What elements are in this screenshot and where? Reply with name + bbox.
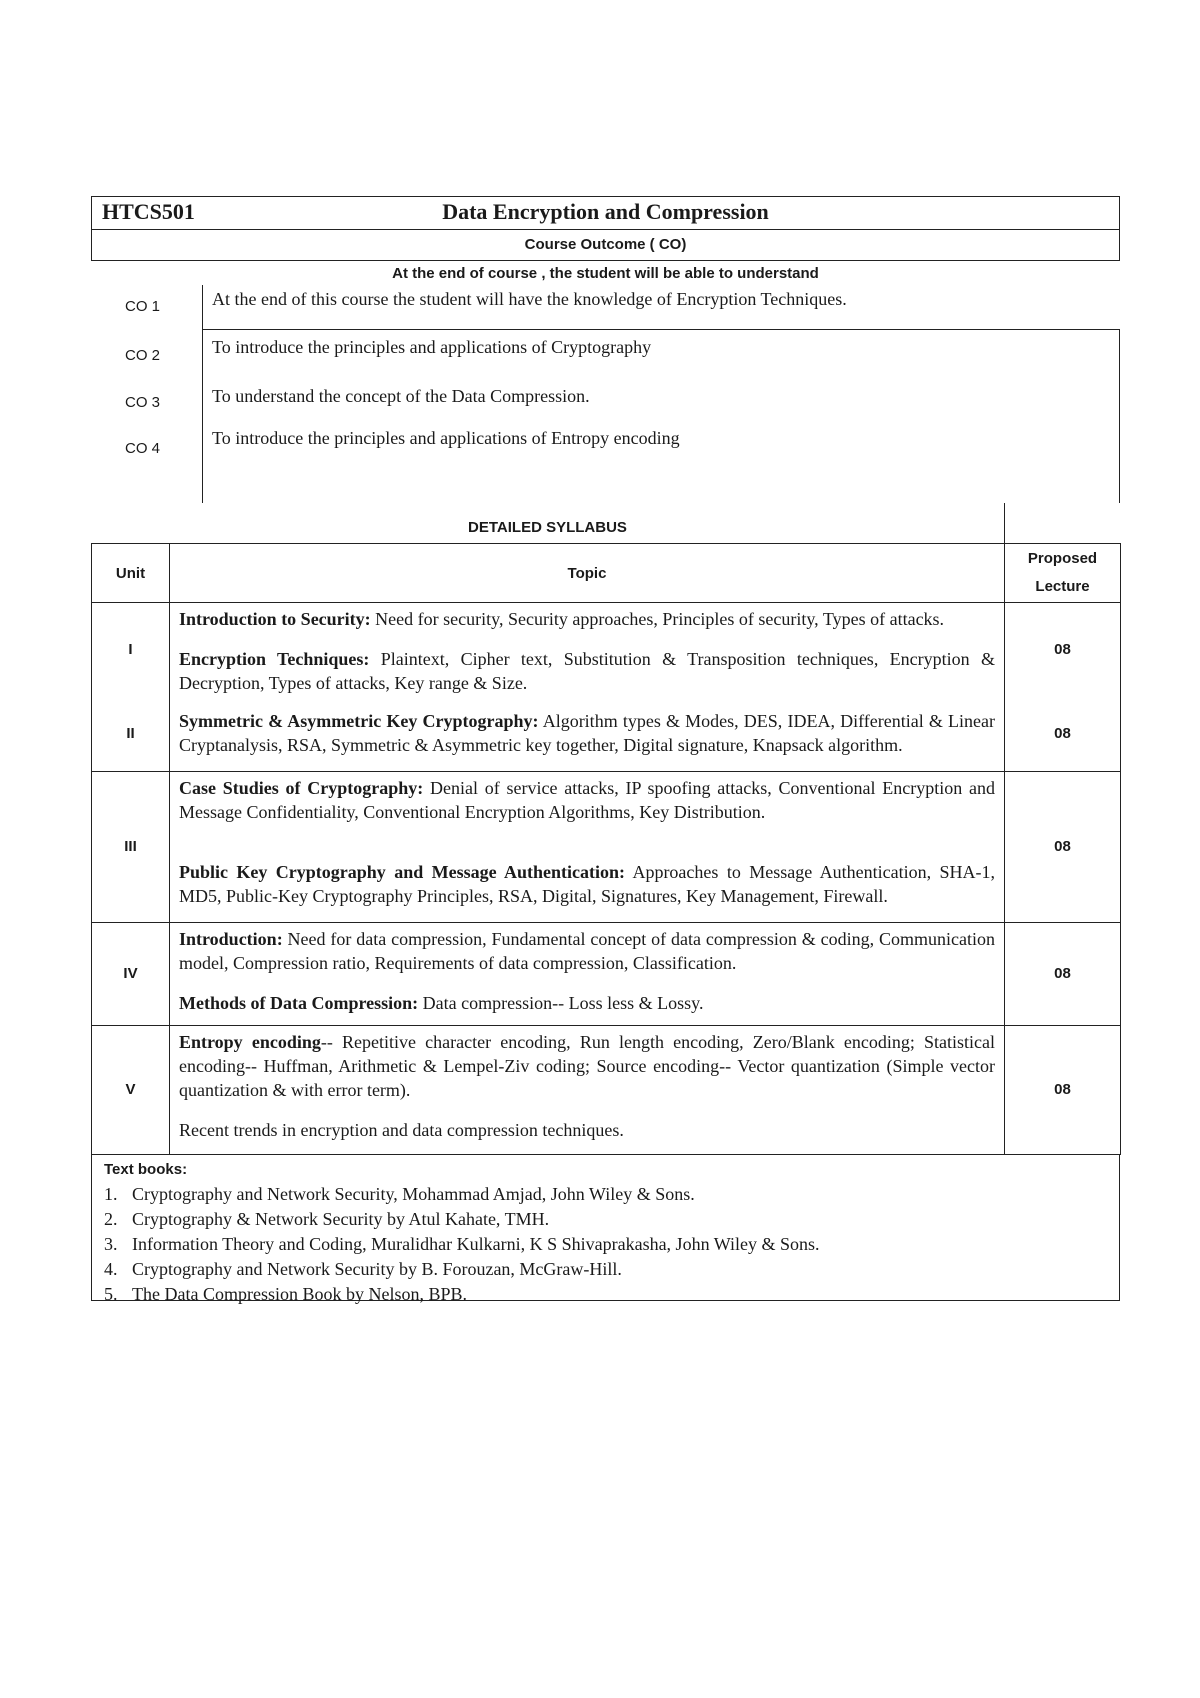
list-item-number: 4. (104, 1258, 118, 1279)
topic-heading: Case Studies of Cryptography: (179, 777, 424, 798)
syllabus-sheet (91, 196, 1120, 1304)
column-header-lecture-line: Lecture (1035, 578, 1090, 595)
unit-number: V (125, 1081, 136, 1098)
lecture-count: 08 (1054, 838, 1071, 855)
topic-heading: Introduction to Security: (179, 608, 371, 629)
topic-heading: Public Key Cryptography and Message Authentication: (179, 861, 626, 882)
course-outcome-heading: Course Outcome ( CO) (91, 229, 1120, 261)
course-outcome-text: To introduce the principles and applications of Entropy encoding (212, 428, 680, 448)
course-outcome-text: At the end of this course the student will have the knowledge of Encryption Techniques. (212, 289, 847, 309)
column-header-unit: Unit (92, 544, 170, 603)
topic-body: Data compression-- Loss less & Lossy. (418, 992, 704, 1013)
lecture-cell (1005, 771, 1121, 922)
syllabus-heading: DETAILED SYLLABUS (468, 519, 627, 536)
topic-cell (170, 697, 1005, 772)
course-code: HTCS501 (102, 199, 195, 224)
syllabus-heading-row (91, 503, 1120, 543)
list-item (92, 1182, 1119, 1207)
course-outcome-text: To introduce the principles and applications of Cryptography (212, 337, 652, 357)
topic-paragraph (179, 709, 995, 757)
topic-body: Denial of service attacks, IP spoofing attacks, Conventional Encryption and Message Confidentiality, Conventional Encryption Algorithms, Key Distribution. (179, 777, 996, 822)
table-row (92, 771, 1121, 922)
topic-paragraph (179, 1030, 995, 1102)
lecture-cell (1005, 602, 1121, 697)
list-item-text: Cryptography & Network Security by Atul Kahate, TMH. (132, 1208, 550, 1229)
topic-paragraph (179, 647, 995, 695)
topic-cell (170, 771, 1005, 922)
unit-number: III (124, 838, 137, 855)
list-item-number: 2. (104, 1208, 118, 1229)
course-outcome-intro: At the end of course , the student will be able to understand (392, 265, 819, 282)
list-item-number: 5. (104, 1283, 118, 1304)
list-item-number: 1. (104, 1183, 118, 1204)
topic-body: Approaches to Message Authentication, SHA-1, MD5, Public-Key Cryptography Principles, RSA, Digital, Signatures, Key Management, Firewall. (179, 861, 995, 906)
topic-paragraph (179, 860, 995, 908)
topic-cell (170, 922, 1005, 1025)
topic-heading: Symmetric & Asymmetric Key Cryptography: (179, 710, 539, 731)
topic-cell (170, 1025, 1005, 1154)
table-row (92, 1025, 1121, 1154)
column-header-topic: Topic (170, 544, 1005, 603)
lecture-count: 08 (1054, 965, 1071, 982)
text-books-heading: Text books: (104, 1160, 188, 1178)
table-row (92, 922, 1121, 1025)
list-item (92, 1232, 1119, 1257)
topic-paragraph (179, 1118, 995, 1142)
column-header-lecture-line: Proposed (1027, 550, 1098, 567)
unit-number: I (128, 641, 133, 658)
list-item (92, 1257, 1119, 1282)
topic-body: Plaintext, Cipher text, Substitution & Transposition techniques, Encryption & Decryption, Types of attacks, Key range & Size. (179, 648, 995, 693)
text-books-list (92, 1182, 1119, 1307)
course-outcome-text: To understand the concept of the Data Compression. (212, 386, 590, 406)
topic-heading: Introduction: (179, 928, 283, 949)
topic-cell (170, 602, 1005, 697)
column-header-lecture (1005, 544, 1121, 603)
topic-paragraph (179, 991, 995, 1015)
unit-number: IV (123, 965, 138, 982)
topic-body: Recent trends in encryption and data compression techniques. (179, 1119, 624, 1140)
topic-heading: Encryption Techniques: (179, 648, 370, 669)
course-header (91, 196, 1120, 229)
topic-body: Need for security, Security approaches, Principles of security, Types of attacks. (370, 608, 945, 629)
topic-body: -- Repetitive character encoding, Run length encoding, Zero/Blank encoding; Statistical encoding-- Huffman, Arithmetic & Lempel-Ziv coding; Source encoding-- Vector quantization (Simple vector quantization & with error term). (179, 1031, 995, 1100)
topic-heading: Entropy encoding (179, 1031, 321, 1052)
lecture-count: 08 (1054, 725, 1071, 742)
syllabus-table (91, 543, 1121, 603)
lecture-count: 08 (1054, 1081, 1071, 1098)
list-item (92, 1207, 1119, 1232)
course-outcome-label: CO 2 (125, 347, 161, 364)
table-row (92, 602, 1121, 697)
syllabus-table-body (91, 602, 1121, 1155)
topic-paragraph (179, 776, 995, 824)
course-outcome-label: CO 3 (125, 394, 161, 411)
topic-paragraph (179, 607, 995, 631)
course-outcome-list (91, 285, 1120, 503)
unit-cell (92, 697, 170, 772)
topic-heading: Methods of Data Compression: (179, 992, 419, 1013)
list-item (92, 1282, 1119, 1307)
lecture-cell (1005, 1025, 1121, 1154)
topic-body: Need for data compression, Fundamental concept of data compression & coding, Communication model, Compression ratio, Requirements of data compression, Classification. (179, 928, 995, 973)
topic-body: Algorithm types & Modes, DES, IDEA, Differential & Linear Cryptanalysis, RSA, Symmetric & Asymmetric key together, Digital signature, Knapsack algorithm. (179, 710, 996, 755)
table-row (92, 697, 1121, 772)
table-header-row (92, 544, 1121, 603)
unit-cell (92, 1025, 170, 1154)
lecture-cell (1005, 922, 1121, 1025)
list-item-text: Cryptography and Network Security, Mohammad Amjad, John Wiley & Sons. (132, 1183, 695, 1204)
topic-paragraph (179, 927, 995, 975)
list-item-text: The Data Compression Book by Nelson, BPB. (132, 1283, 467, 1304)
course-title: Data Encryption and Compression (442, 199, 769, 224)
lecture-cell (1005, 697, 1121, 772)
list-item-text: Cryptography and Network Security by B. Forouzan, McGraw-Hill. (132, 1258, 622, 1279)
unit-number: II (126, 725, 135, 742)
list-item-text: Information Theory and Coding, Muralidhar Kulkarni, K S Shivaprakasha, John Wiley & Sons. (132, 1233, 820, 1254)
unit-cell (92, 602, 170, 697)
lecture-count: 08 (1054, 641, 1071, 658)
course-outcome-label: CO 4 (125, 440, 161, 457)
unit-cell (92, 771, 170, 922)
text-books (91, 1155, 1120, 1304)
course-outcome-label: CO 1 (125, 298, 161, 315)
list-item-number: 3. (104, 1233, 118, 1254)
unit-cell (92, 922, 170, 1025)
